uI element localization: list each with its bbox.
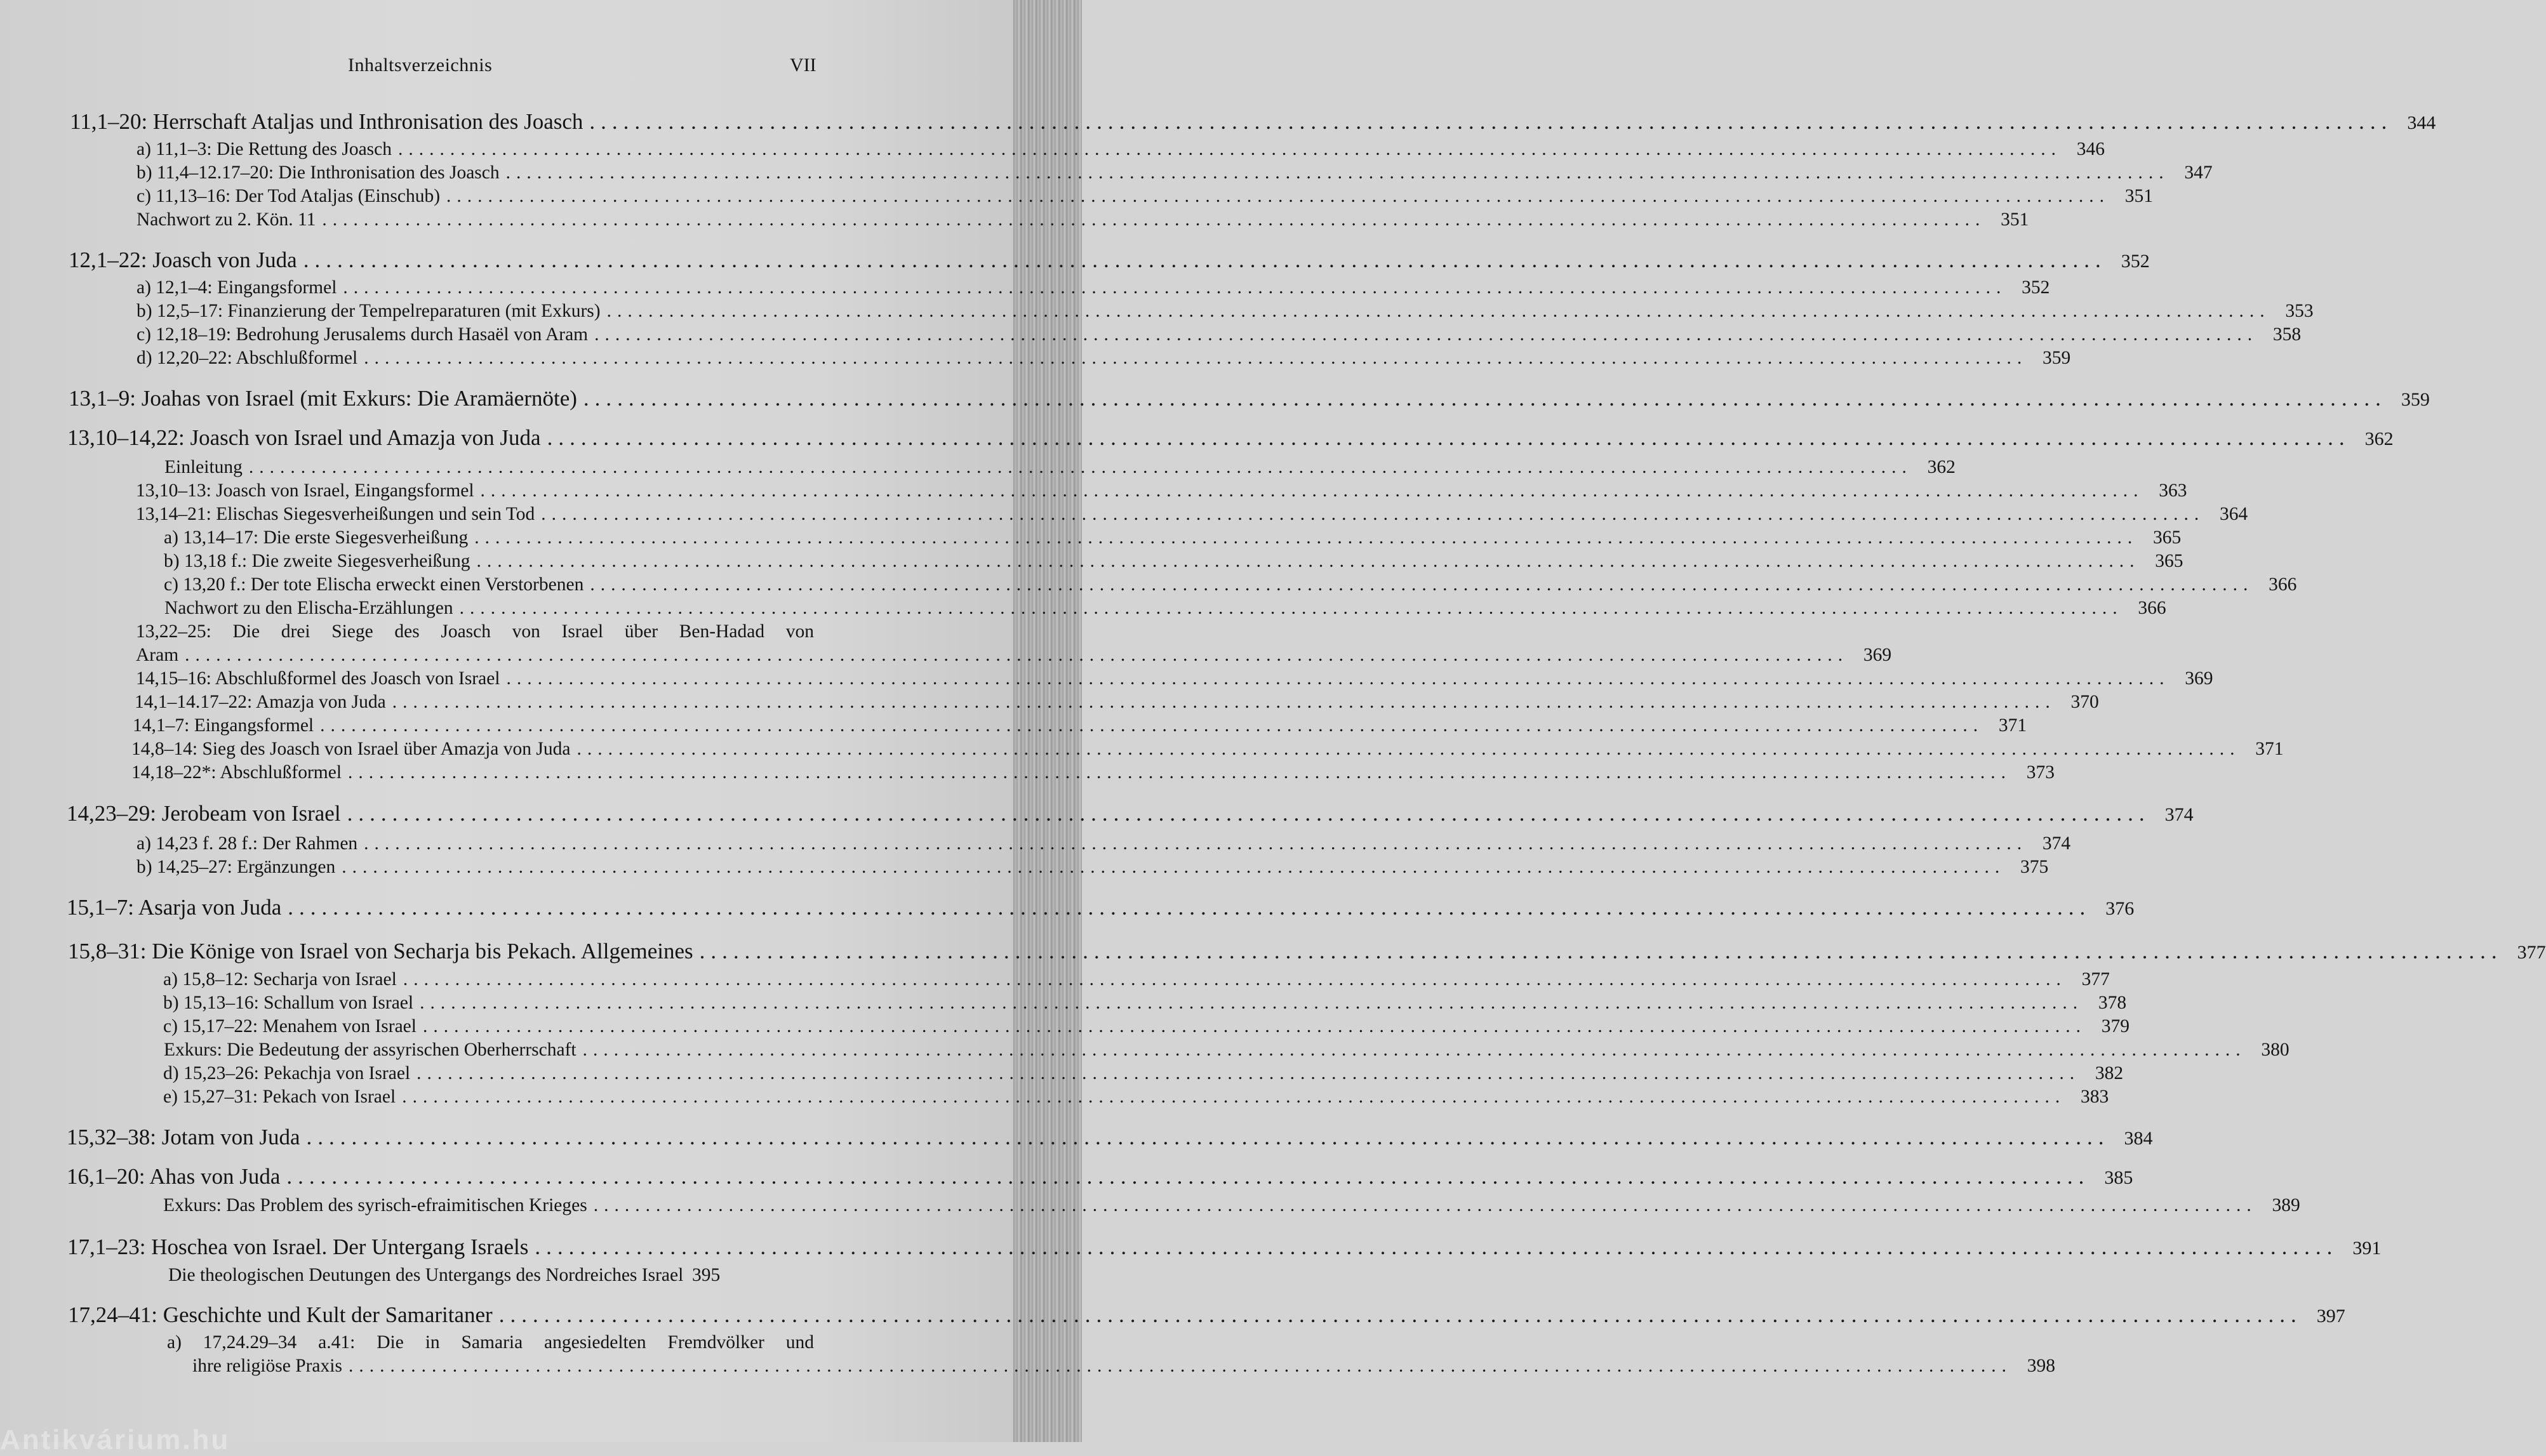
toc-entry — [136, 480, 2187, 501]
leader-dots: ................................................................................................................................................................ — [446, 186, 2110, 206]
toc-page-number: 376 — [2105, 898, 2135, 919]
leader-dots: ................................................................................................................................................................ — [589, 109, 2393, 134]
toc-entry-title: b) 13,18 f.: Die zweite Siegesverheißung — [164, 551, 470, 571]
toc-page-number: 347 — [2184, 162, 2213, 183]
toc-entry — [137, 833, 2071, 854]
toc-section-title: 15,8–31: Die Könige von Israel von Secharja bis Pekach. Allgemeines — [68, 939, 693, 963]
leader-dots: ................................................................................................................................................................ — [590, 574, 2254, 595]
toc-section — [67, 895, 2135, 920]
toc-page-number: 366 — [2269, 574, 2297, 595]
toc-page-number: 374 — [2042, 833, 2071, 854]
toc-entry-title: b) 15,13–16: Schallum von Israel — [163, 993, 414, 1013]
leader-dots: ................................................................................................................................................................ — [347, 801, 2150, 826]
toc-page-number: 362 — [1927, 457, 1956, 477]
toc-entry-title: a) 14,23 f. 28 f.: Der Rahmen — [137, 833, 358, 854]
roman-page-number: VII — [790, 55, 816, 76]
toc-entry — [168, 1265, 814, 1286]
toc-entry-title: a) 13,14–17: Die erste Siegesverheißung — [164, 527, 469, 548]
toc-section-title: 14,23–29: Jerobeam von Israel — [67, 801, 341, 826]
toc-entry — [163, 1087, 2109, 1108]
toc-page-number: 358 — [2272, 324, 2302, 345]
toc-entry-title: 14,8–14: Sieg des Joasch von Israel über Amazja von Juda — [131, 739, 571, 759]
leader-dots: ................................................................................................................................................................ — [403, 969, 2067, 989]
toc-entry-title: 13,10–13: Joasch von Israel, Eingangsformel — [136, 480, 474, 501]
toc-entry — [136, 668, 2213, 689]
toc-entry-title: 14,1–7: Eingangsformel — [133, 715, 314, 736]
toc-entry-title: c) 15,17–22: Menahem von Israel — [163, 1016, 417, 1036]
toc-page-number: 379 — [2101, 1016, 2129, 1036]
toc-entry — [137, 348, 2071, 369]
toc-section-title: 15,32–38: Jotam von Juda — [67, 1125, 300, 1149]
toc-entry — [164, 551, 2183, 572]
toc-entry — [163, 1063, 2124, 1084]
toc-page-number: 353 — [2285, 301, 2314, 321]
toc-page-number: 373 — [2026, 762, 2055, 783]
toc-entry — [131, 762, 2055, 783]
toc-page-number: 369 — [2185, 668, 2213, 689]
toc-page-number: 389 — [2272, 1195, 2300, 1215]
toc-section — [67, 1234, 2382, 1260]
toc-entry — [133, 715, 2027, 736]
toc-page-number: 383 — [2080, 1087, 2109, 1107]
toc-entry — [163, 969, 2110, 990]
toc-entry-title: d) 15,23–26: Pekachja von Israel — [163, 1063, 411, 1083]
toc-section — [69, 386, 2430, 411]
toc-entry — [164, 574, 2297, 595]
toc-entry-title-cont: ihre religiöse Praxis — [192, 1356, 342, 1376]
toc-entry-title: c) 12,18–19: Bedrohung Jerusalems durch Hasaël von Aram — [137, 324, 589, 345]
leader-dots: ................................................................................................................................................................ — [541, 504, 2205, 524]
leader-dots: ................................................................................................................................................................ — [498, 1302, 2302, 1327]
toc-entry — [164, 527, 2182, 548]
toc-entry — [137, 209, 2029, 230]
toc-entry-title: Einleitung — [164, 457, 243, 477]
toc-page-number: 384 — [2124, 1128, 2153, 1149]
toc-page-number: 352 — [2121, 251, 2150, 272]
toc-entry-title: e) 15,27–31: Pekach von Israel — [163, 1087, 396, 1107]
toc-entry — [163, 1016, 2129, 1037]
toc-entry-title: d) 12,20–22: Abschlußformel — [137, 348, 358, 368]
leader-dots: ................................................................................................................................................................ — [474, 527, 2138, 548]
toc-page-number: 371 — [1998, 715, 2027, 736]
toc-page-number: 369 — [1863, 645, 1892, 665]
leader-dots: ................................................................................................................................................................ — [547, 425, 2350, 450]
toc-section — [67, 1125, 2153, 1150]
toc-page-number: 364 — [2220, 504, 2248, 524]
toc-page-number: 380 — [2261, 1040, 2289, 1060]
watermark: Antikvárium.hu — [0, 1424, 230, 1455]
toc-page-number: 371 — [2255, 739, 2284, 759]
toc-entry — [137, 277, 2050, 298]
leader-dots: ................................................................................................................................................................ — [535, 1234, 2338, 1259]
leader-dots: ................................................................................................................................................................ — [392, 692, 2056, 712]
toc-entry-title: Nachwort zu den Elischa-Erzählungen — [164, 598, 453, 618]
toc-entry — [137, 186, 2154, 207]
toc-page-number: 365 — [2153, 527, 2182, 548]
toc-section — [67, 425, 2394, 451]
toc-page-number: 359 — [2401, 389, 2430, 410]
leader-dots: ................................................................................................................................................................ — [594, 324, 2258, 345]
toc-entry — [135, 692, 2099, 713]
leader-dots: ................................................................................................................................................................ — [459, 598, 2123, 618]
toc-section-title: 13,10–14,22: Joasch von Israel und Amazja von Juda — [67, 425, 541, 450]
toc-entry — [164, 457, 1956, 478]
leader-dots: ................................................................................................................................................................ — [364, 833, 2028, 854]
toc-entry-title: c) 13,20 f.: Der tote Elischa erweckt einen Verstorbenen — [164, 574, 584, 595]
toc-entry — [192, 1356, 2055, 1377]
leader-dots: ................................................................................................................................................................ — [422, 1016, 2086, 1036]
toc-page-number: 378 — [2098, 993, 2127, 1013]
toc-entry — [137, 162, 2213, 183]
leader-dots: ................................................................................................................................................................ — [286, 1164, 2090, 1189]
toc-entry-title-cont: Aram — [136, 645, 179, 665]
toc-page-number: 391 — [2352, 1238, 2382, 1259]
leader-dots: ................................................................................................................................................................ — [417, 1063, 2081, 1083]
toc-section — [67, 801, 2194, 826]
toc-page-number: 382 — [2095, 1063, 2124, 1083]
toc-entry-title: 14,1–14.17–22: Amazja von Juda — [135, 692, 386, 712]
leader-dots: ................................................................................................................................................................ — [306, 1125, 2110, 1149]
leader-dots: ................................................................................................................................................................ — [320, 715, 1984, 736]
toc-entry-title: b) 14,25–27: Ergänzungen — [137, 857, 336, 877]
running-title: Inhaltsverzeichnis — [348, 55, 493, 76]
toc-entry — [137, 139, 2105, 160]
toc-entry-title: a) 15,8–12: Secharja von Israel — [163, 969, 397, 989]
toc-entry — [164, 1040, 2289, 1061]
toc-entry-line1: a) 17,24.29–34 a.41: Die in Samaria angesiedelten Fremdvölker und — [167, 1332, 814, 1353]
leader-dots: ................................................................................................................................................................ — [582, 1040, 2246, 1060]
toc-entry — [131, 739, 2284, 760]
leader-dots: ................................................................................................................................................................ — [185, 645, 1849, 665]
leader-dots: ................................................................................................................................................................ — [593, 1195, 2257, 1215]
toc-entry — [163, 1195, 2300, 1216]
toc-entry-title: b) 12,5–17: Finanzierung der Tempelreparaturen (mit Exkurs) — [137, 301, 601, 321]
toc-page-number: 351 — [2124, 186, 2154, 206]
toc-entry — [137, 301, 2314, 322]
leader-dots: ................................................................................................................................................................ — [583, 386, 2387, 411]
leader-dots: ................................................................................................................................................................ — [348, 762, 2012, 783]
leader-dots: ................................................................................................................................................................ — [402, 1087, 2066, 1107]
toc-entry-title: Die theologischen Deutungen des Untergangs des Nordreiches Israel — [168, 1265, 684, 1285]
toc-page-number: 351 — [2001, 209, 2029, 230]
toc-page-number: 377 — [2081, 969, 2110, 989]
toc-section-title: 11,1–20: Herrschaft Ataljas und Inthronisation des Joasch — [70, 109, 583, 134]
toc-page-number: 352 — [2022, 277, 2050, 298]
toc-page-number: 366 — [2138, 598, 2166, 618]
toc-page-number: 385 — [2104, 1167, 2133, 1188]
leader-dots: ................................................................................................................................................................ — [398, 139, 2062, 159]
toc-page-number: 377 — [2517, 942, 2546, 963]
leader-dots: ................................................................................................................................................................ — [480, 480, 2144, 501]
toc-entry-title: a) 11,1–3: Die Rettung des Joasch — [137, 139, 392, 159]
toc-entry — [163, 993, 2127, 1014]
leader-dots: ................................................................................................................................................................ — [364, 348, 2028, 368]
toc-page-number: 365 — [2155, 551, 2183, 571]
toc-section — [69, 248, 2150, 273]
leader-dots: ................................................................................................................................................................ — [506, 668, 2170, 689]
toc-section — [70, 109, 2436, 135]
leader-dots: ................................................................................................................................................................ — [348, 1356, 2012, 1376]
toc-page-number: 397 — [2316, 1306, 2345, 1327]
toc-page-number: 362 — [2364, 428, 2394, 449]
toc-section-title: 12,1–22: Joasch von Juda — [69, 248, 297, 272]
page-header — [0, 55, 1016, 80]
leader-dots: ................................................................................................................................................................ — [342, 857, 2006, 877]
toc-entry — [164, 598, 2166, 619]
toc-section-title: 17,24–41: Geschichte und Kult der Samaritaner — [68, 1302, 493, 1327]
leader-dots: ................................................................................................................................................................ — [420, 993, 2084, 1013]
toc-entry-title: c) 11,13–16: Der Tod Ataljas (Einschub) — [137, 186, 441, 206]
leader-dots: ................................................................................................................................................................ — [322, 209, 1986, 230]
leader-dots: ................................................................................................................................................................ — [303, 248, 2107, 272]
toc-page-number: 398 — [2027, 1356, 2055, 1376]
toc-page-number: 370 — [2070, 692, 2099, 712]
leader-dots: ................................................................................................................................................................ — [343, 277, 2007, 298]
toc-entry-title: 14,15–16: Abschlußformel des Joasch von Israel — [136, 668, 500, 689]
toc-page-number: 346 — [2076, 139, 2105, 159]
toc-entry-title: b) 11,4–12.17–20: Die Inthronisation des Joasch — [137, 162, 500, 183]
toc-section-title: 15,1–7: Asarja von Juda — [67, 895, 282, 920]
leader-dots: ................................................................................................................................................................ — [476, 551, 2140, 571]
leader-dots: ................................................................................................................................................................ — [505, 162, 2169, 183]
toc-page-number: 375 — [2020, 857, 2049, 877]
toc-entry — [137, 324, 2302, 345]
toc-page-number: 344 — [2407, 112, 2436, 133]
toc-entry-title: 13,14–21: Elischas Siegesverheißungen und sein Tod — [136, 504, 535, 524]
toc-entry — [136, 645, 1892, 666]
toc-page-number: 359 — [2042, 348, 2071, 368]
toc-entry-line1: 13,22–25: Die drei Siege des Joasch von Israel über Ben-Hadad von — [136, 621, 814, 642]
leader-dots: ................................................................................................................................................................ — [699, 939, 2503, 963]
leader-dots: ................................................................................................................................................................ — [288, 895, 2091, 920]
leader-dots: ................................................................................................................................................................ — [577, 739, 2241, 759]
toc-section — [67, 1164, 2133, 1189]
toc-entry — [136, 504, 2248, 525]
toc-entry-title: Nachwort zu 2. Kön. 11 — [137, 209, 316, 230]
leader-dots: ................................................................................................................................................................ — [248, 457, 1912, 477]
toc-page-number: 395 — [692, 1265, 721, 1285]
toc-section-title: 17,1–23: Hoschea von Israel. Der Untergang Israels — [67, 1234, 529, 1259]
toc-section — [68, 1302, 2345, 1328]
toc-section-title: 16,1–20: Ahas von Juda — [67, 1164, 281, 1189]
leader-dots: ................................................................................................................................................................ — [606, 301, 2270, 321]
toc-page-number: 363 — [2159, 480, 2187, 501]
toc-section — [68, 939, 2546, 964]
toc-entry — [137, 857, 2049, 878]
toc-entry-title: 14,18–22*: Abschlußformel — [131, 762, 342, 783]
toc-entry-title: Exkurs: Das Problem des syrisch-efraimitischen Krieges — [163, 1195, 587, 1215]
toc-entry-title: a) 12,1–4: Eingangsformel — [137, 277, 337, 298]
toc-page-number: 374 — [2164, 804, 2194, 825]
toc-entry-title: Exkurs: Die Bedeutung der assyrischen Oberherrschaft — [164, 1040, 577, 1060]
toc-section-title: 13,1–9: Joahas von Israel (mit Exkurs: Die Aramäernöte) — [69, 386, 577, 411]
